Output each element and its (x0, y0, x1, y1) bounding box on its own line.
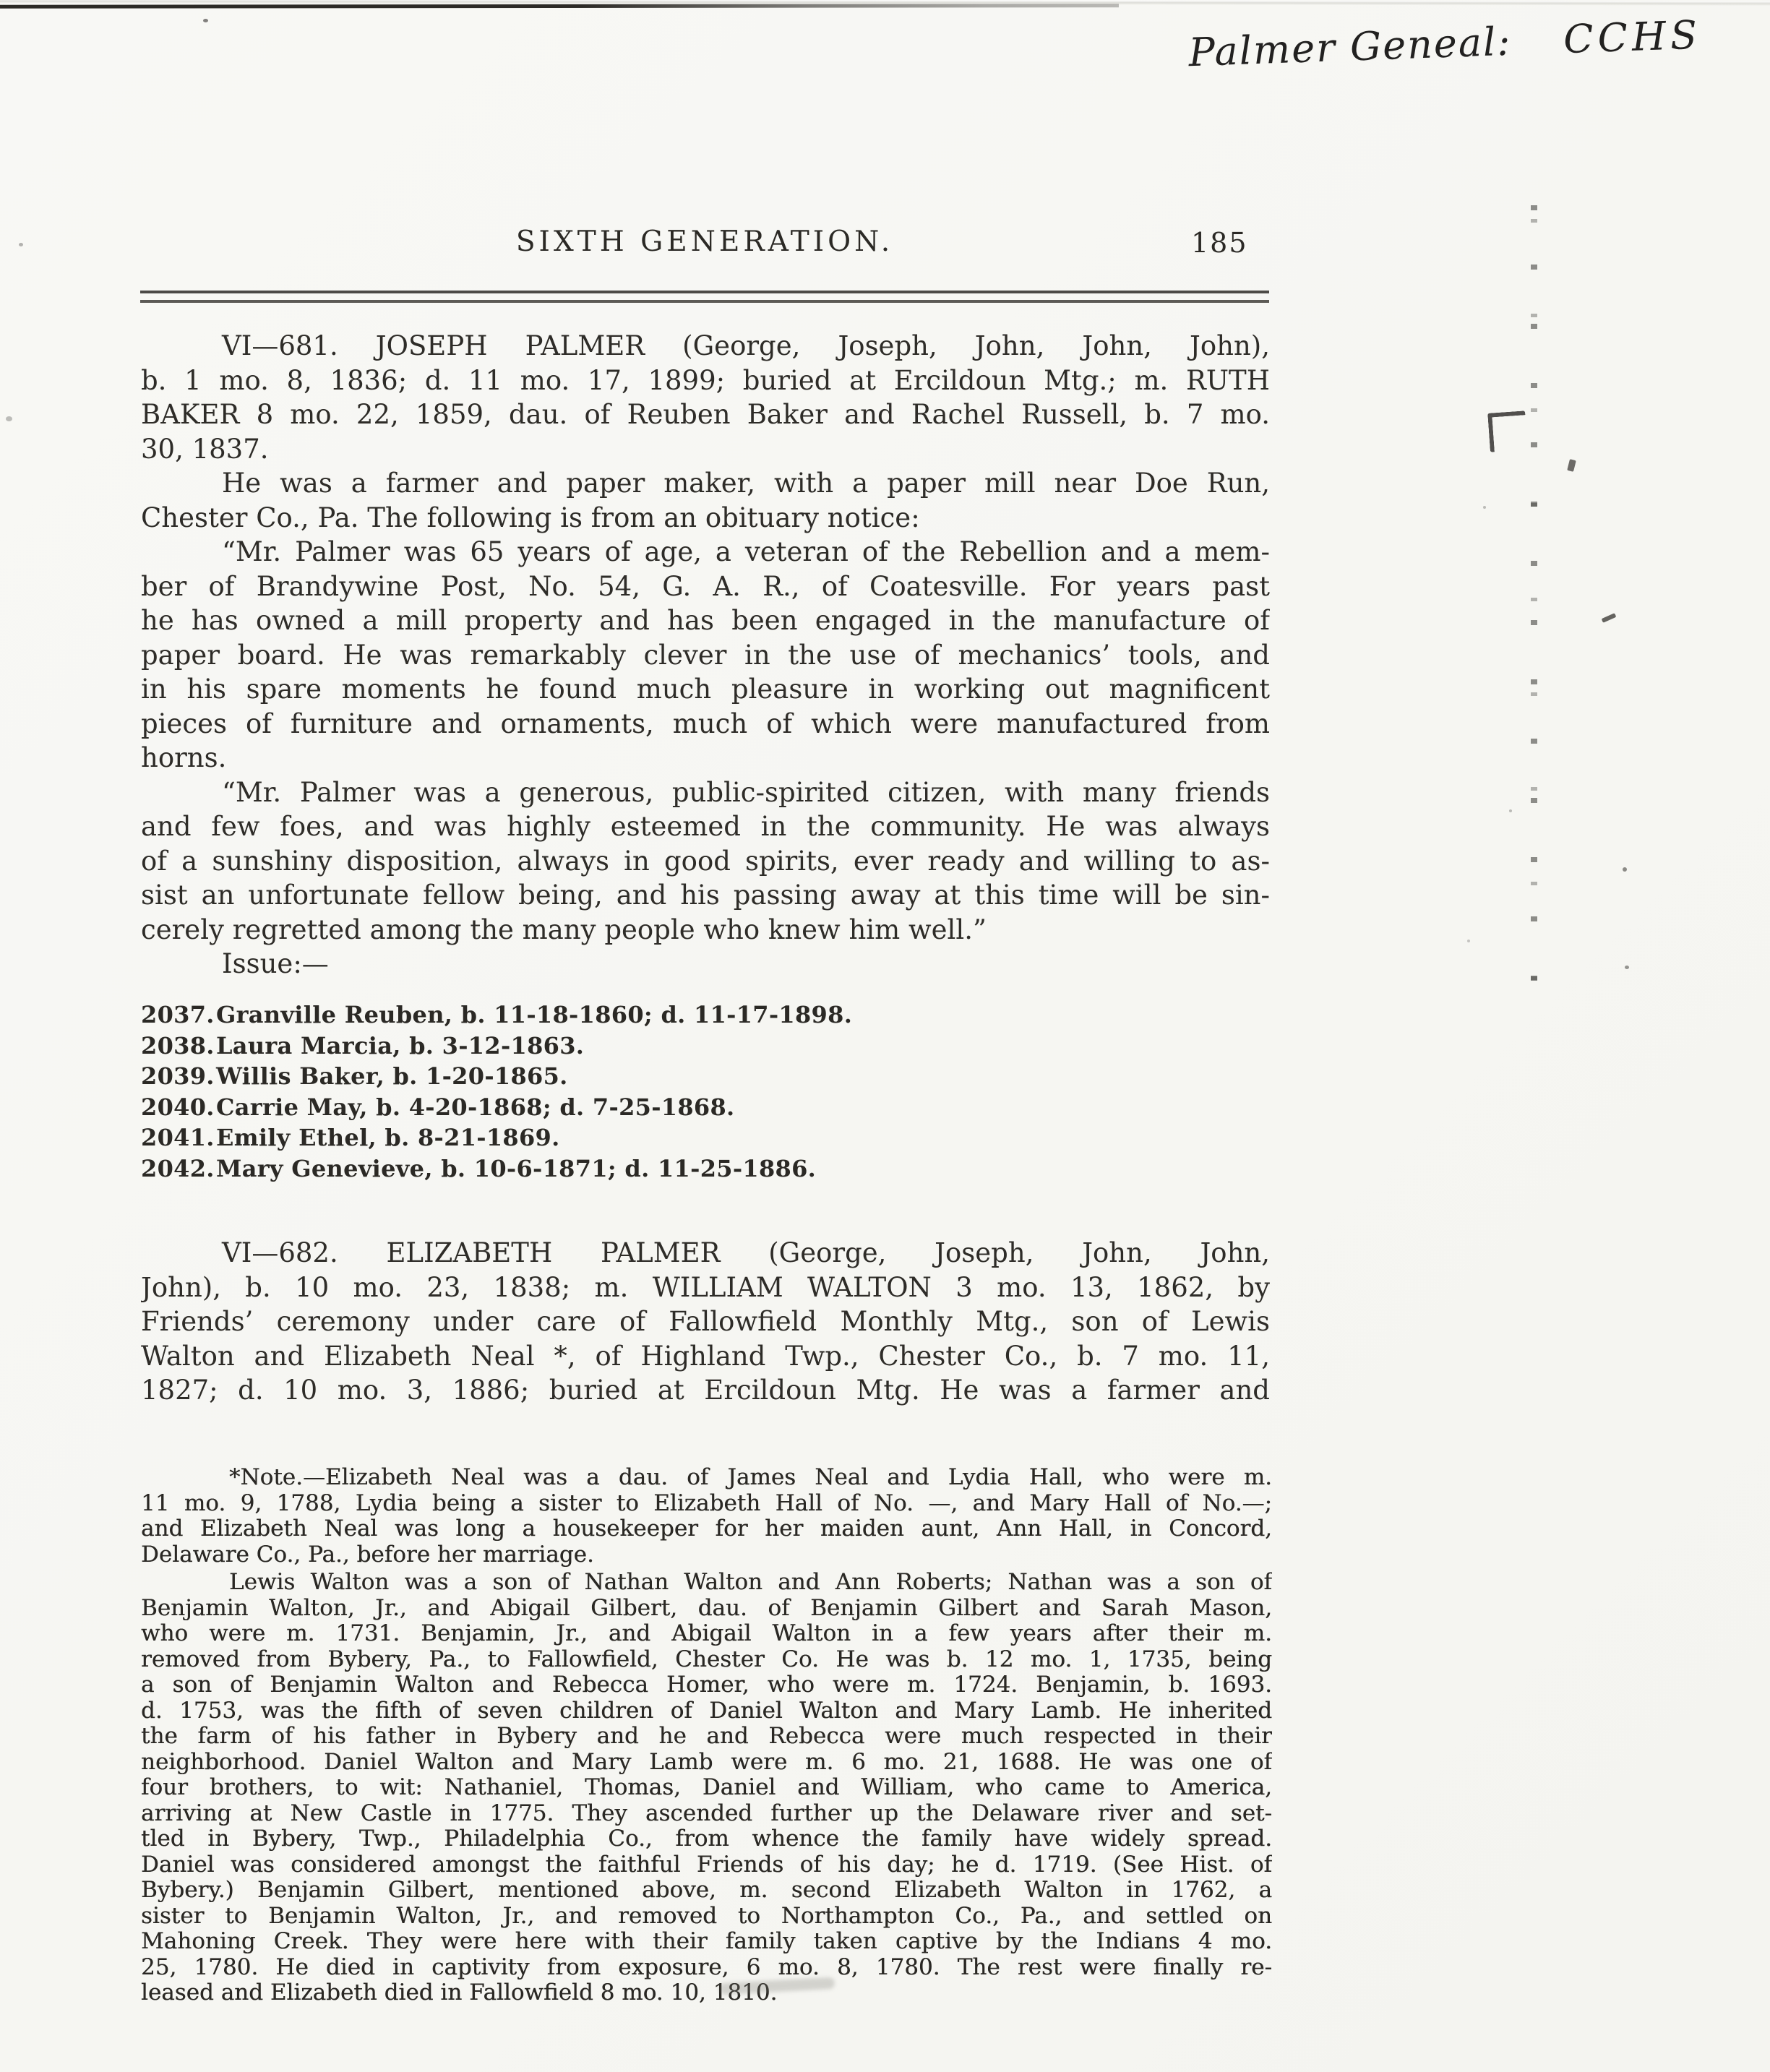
text-line: of a sunshiny disposition, always in good spirits, ever ready and willing to as- (141, 845, 1270, 877)
text-line: VI—681. JOSEPH PALMER (George, Joseph, John, John, John), (222, 330, 1270, 361)
issue-text: Willis Baker, b. 1-20-1865. (216, 1062, 568, 1090)
text-line: removed from Bybery, Pa., to Fallowfield, Chester Co. He was b. 12 mo. 1, 1735, being (141, 1646, 1272, 1672)
issue-number: 2041. (141, 1124, 215, 1151)
text-line: VI—682. ELIZABETH PALMER (George, Joseph, John, John, (222, 1237, 1270, 1268)
scan-artifact-speck (1623, 867, 1627, 872)
issue-number: 2037. (141, 1001, 215, 1028)
scan-artifact-speck (19, 243, 23, 246)
scan-artifact-speck (6, 416, 12, 421)
text-line: 30, 1837. (141, 433, 269, 465)
text-line: the farm of his father in Bybery and he and Rebecca were much respected in their (141, 1724, 1272, 1749)
issue-text: Granville Reuben, b. 11-18-1860; d. 11-17-1898. (216, 1001, 853, 1028)
text-line: Delaware Co., Pa., before her marriage. (141, 1542, 594, 1568)
text-line: b. 1 mo. 8, 1836; d. 11 mo. 17, 1899; buried at Ercildoun Mtg.; m. RUTH (141, 364, 1270, 396)
text-line: neighborhood. Daniel Walton and Mary Lamb were m. 6 mo. 21, 1688. He was one of (141, 1749, 1272, 1775)
text-line: horns. (141, 742, 227, 773)
handwritten-note-initials: CCHS (1563, 12, 1703, 63)
text-line: paper board. He was remarkably clever in the use of mechanics’ tools, and (141, 639, 1270, 671)
text-line: and few foes, and was highly esteemed in the community. He was always (141, 811, 1270, 842)
scan-artifact-speck (1483, 506, 1486, 509)
issue-list (141, 1000, 1153, 1184)
rule-line (140, 291, 1269, 293)
issue-number: 2042. (141, 1154, 215, 1182)
text-line: 1827; d. 10 mo. 3, 1886; buried at Ercildoun Mtg. He was a farmer and (141, 1375, 1270, 1406)
text-line: arriving at New Castle in 1775. They ascended further up the Delaware river and set- (141, 1800, 1272, 1826)
text-line: Bybery.) Benjamin Gilbert, mentioned above, m. second Elizabeth Walton in 1762, a (141, 1878, 1272, 1903)
handwritten-note (1187, 11, 1739, 102)
issue-row (141, 1000, 1153, 1031)
text-line: d. 1753, was the fifth of seven children of Daniel Walton and Mary Lamb. He inherited (141, 1698, 1272, 1724)
entry-681 (141, 329, 1270, 981)
text-line: and Elizabeth Neal was long a housekeeper for her maiden aunt, Ann Hall, in Concord, (141, 1516, 1272, 1542)
text-line: sister to Benjamin Walton, Jr., and removed to Northampton Co., Pa., and settled on (141, 1903, 1272, 1929)
text-line: *Note.—Elizabeth Neal was a dau. of James Neal and Lydia Hall, who were m. (229, 1465, 1272, 1490)
entry-682-paragraph (141, 1236, 1270, 1408)
scan-artifact-speck (1625, 966, 1629, 969)
entry-681-heading-paragraph (141, 329, 1270, 466)
page-title: SIXTH GENERATION. (515, 225, 894, 258)
issue-number: 2040. (141, 1093, 215, 1121)
footnote-lewis-walton (141, 1570, 1272, 2006)
text-line: sist an unfortunate fellow being, and his passing away at this time will be sin- (141, 880, 1270, 911)
rule-line (140, 300, 1269, 303)
text-line: “Mr. Palmer was a generous, public-spirited citizen, with many friends (222, 776, 1270, 808)
text-line: 25, 1780. He died in captivity from exposure, 6 mo. 8, 1780. The rest were finally re- (141, 1954, 1272, 1980)
issue-text: Carrie May, b. 4-20-1868; d. 7-25-1868. (216, 1093, 735, 1121)
issue-number: 2039. (141, 1062, 215, 1090)
scan-artifact-dash-column (1531, 179, 1537, 985)
issue-row (141, 1092, 1153, 1123)
page-number: 185 (1191, 227, 1248, 259)
scan-artifact-speck (1509, 809, 1512, 812)
text-line: a son of Benjamin Walton and Rebecca Homer, who were m. 1724. Benjamin, b. 1693. (141, 1672, 1272, 1698)
text-line: four brothers, to wit: Nathaniel, Thomas, Daniel and William, who came to America, (141, 1775, 1272, 1800)
scan-artifact-speck (1602, 613, 1617, 623)
text-line: “Mr. Palmer was 65 years of age, a veteran of the Rebellion and a mem- (222, 536, 1270, 567)
text-line: Mahoning Creek. They were here with their family taken captive by the Indians 4 mo. (141, 1929, 1272, 1954)
footnote-elizabeth-neal (141, 1465, 1272, 1568)
text-line: cerely regretted among the many people who knew him well.” (141, 914, 987, 945)
issue-row (141, 1122, 1153, 1153)
text-line: pieces of furniture and ornaments, much of which were manufactured from (141, 708, 1270, 739)
scan-artifact-hook-mark (1487, 410, 1528, 452)
text-line: Friends’ ceremony under care of Fallowfield Monthly Mtg., son of Lewis (141, 1306, 1270, 1337)
text-line: Daniel was considered amongst the faithful Friends of his day; he d. 1719. (See Hist. of (141, 1852, 1272, 1878)
entry-681-obituary-paragraph-1 (141, 535, 1270, 775)
issue-text: Laura Marcia, b. 3-12-1863. (216, 1031, 585, 1059)
issue-number: 2038. (141, 1031, 215, 1059)
issue-label: Issue:— (222, 948, 329, 979)
scan-artifact-speck (203, 19, 208, 22)
text-line: he has owned a mill property and has been engaged in the manufacture of (141, 605, 1270, 636)
text-line: 11 mo. 9, 1788, Lydia being a sister to Elizabeth Hall of No. —, and Mary Hall of No.—; (141, 1490, 1272, 1516)
header-double-rule (140, 291, 1269, 303)
handwritten-note-text: Palmer Geneal: (1187, 18, 1513, 76)
issue-row (141, 1153, 1153, 1185)
scan-artifact-speck (1567, 459, 1576, 472)
issue-row (141, 1031, 1153, 1062)
text-line: BAKER 8 mo. 22, 1859, dau. of Reuben Baker and Rachel Russell, b. 7 mo. (141, 399, 1270, 430)
text-line: He was a farmer and paper maker, with a paper mill near Doe Run, (222, 468, 1270, 499)
text-line: tled in Bybery, Twp., Philadelphia Co., from whence the family have widely spread. (141, 1826, 1272, 1852)
entry-681-farmer-paragraph (141, 466, 1270, 535)
text-line: John), b. 10 mo. 23, 1838; m. WILLIAM WALTON 3 mo. 13, 1862, by (141, 1271, 1270, 1303)
issue-text: Emily Ethel, b. 8-21-1869. (216, 1124, 560, 1151)
issue-row (141, 1061, 1153, 1092)
text-line: Chester Co., Pa. The following is from an obituary notice: (141, 502, 920, 533)
issue-text: Mary Genevieve, b. 10-6-1871; d. 11-25-1886. (216, 1154, 817, 1182)
entry-681-obituary-paragraph-2 (141, 775, 1270, 947)
text-line: Walton and Elizabeth Neal *, of Highland Twp., Chester Co., b. 7 mo. 11, (141, 1340, 1270, 1372)
text-line: who were m. 1731. Benjamin, Jr., and Abigail Walton in a few years after their m. (141, 1621, 1272, 1646)
scan-artifact-speck (1467, 940, 1470, 942)
text-line: ber of Brandywine Post, No. 54, G. A. R., of Coatesville. For years past (141, 570, 1270, 602)
text-line: Benjamin Walton, Jr., and Abigail Gilbert, dau. of Benjamin Gilbert and Sarah Mason, (141, 1595, 1272, 1621)
text-line: in his spare moments he found much pleasure in working out magnificent (141, 674, 1270, 705)
text-line: leased and Elizabeth died in Fallowfield 8 mo. 10, 1810. (141, 1980, 778, 2006)
footnote-rule (0, 4, 1119, 9)
text-line: Lewis Walton was a son of Nathan Walton and Ann Roberts; Nathan was a son of (229, 1570, 1272, 1595)
